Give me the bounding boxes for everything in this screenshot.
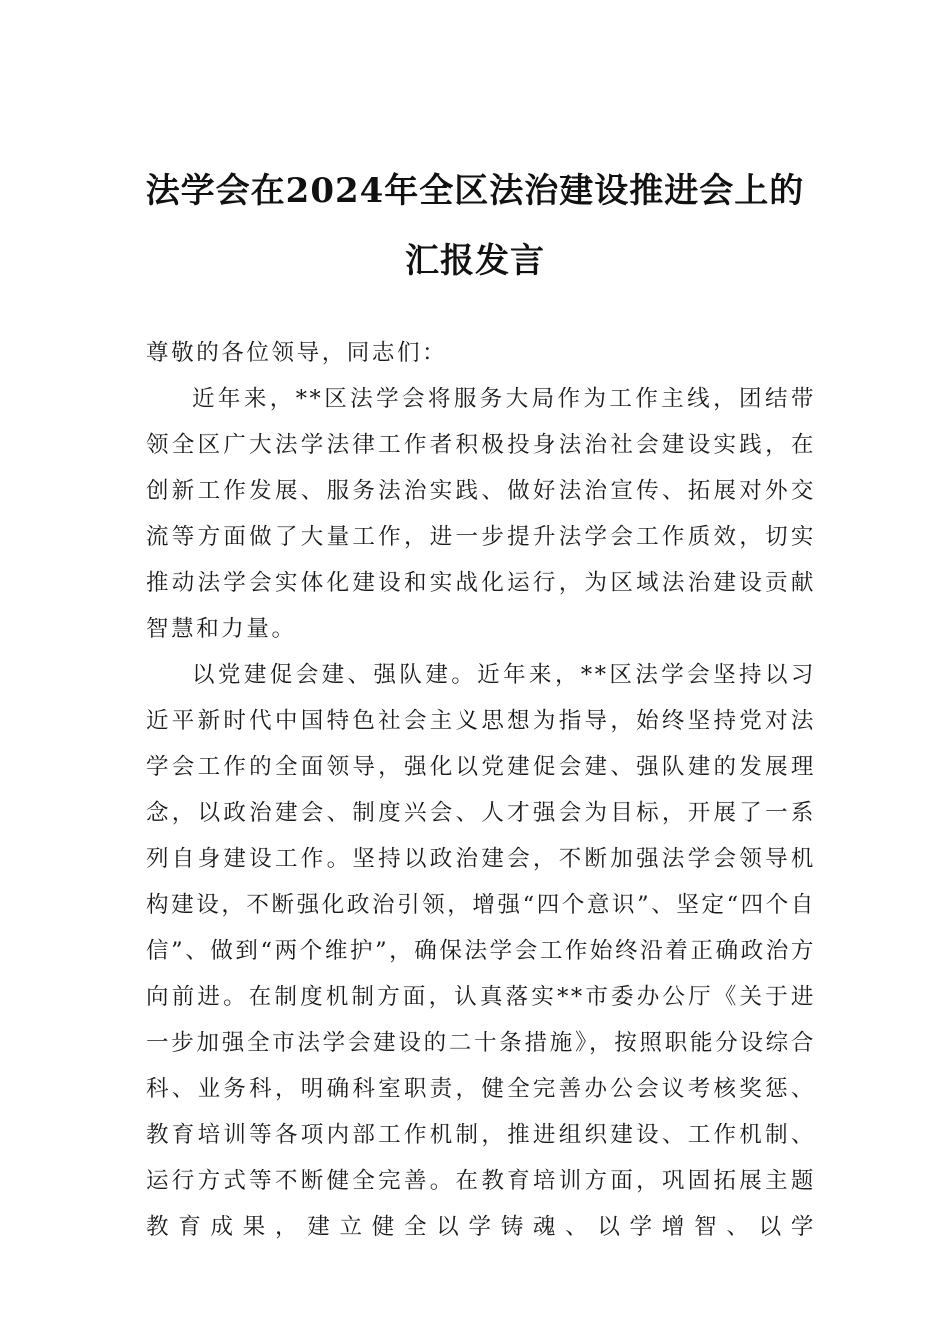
document-title-line-1: 法学会在2024年全区法治建设推进会上的 (145, 171, 805, 211)
paragraph-party-building: 以党建促会建、强队建。近年来，**区法学会坚持以习近平新时代中国特色社会主义思想为指导，始终坚持党对法学会工作的全面领导，强化以党建促会建、强队建的发展理念，以政治建会、制度兴会、人才强会为目标，开展了一系列自身建设工作。坚持以政治建会，不断加强法学会领导机构建设，不断强化政治引领，增强“四个意识”、坚定“四个自信”、做到“两个维护”，确保法学会工作始终沿着正确政治方向前进。在制度机制方面，认真落实**市委办公厅《关于进一步加强全市法学会建设的二十条措施》，按照职能分设综合科、业务科，明确科室职责，健全完善办公会议考核奖惩、教育培训等各项内部工作机制，推进组织建设、工作机制、运行方式等不断健全完善。在教育培训方面，巩固拓展主题教育成果，建立健全以学铸魂、以学增智、以学 (146, 662, 816, 1240)
document-title-line-2: 汇报发言 (405, 241, 545, 281)
salutation: 尊敬的各位领导，同志们： (146, 340, 448, 366)
paragraph-intro: 近年来，**区法学会将服务大局作为工作主线，团结带领全区广大法学法律工作者积极投身法治社会建设实践，在创新工作发展、服务法治实践、做好法治宣传、拓展对外交流等方面做了大量工作，进一步提升法学会工作质效，切实推动法学会实体化建设和实战化运行，为区域法治建设贡献智慧和力量。 (146, 386, 816, 642)
